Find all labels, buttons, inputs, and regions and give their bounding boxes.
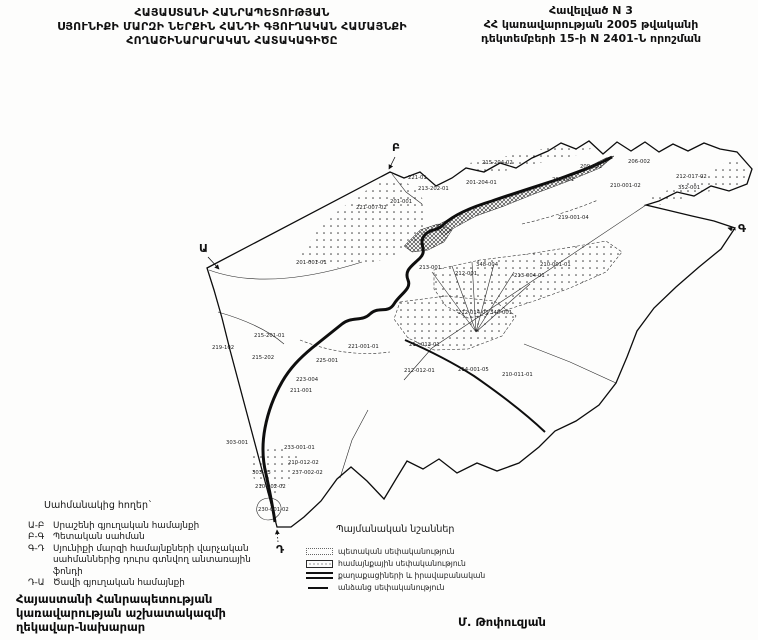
conventional-signs-block [306,524,536,595]
parcel-label: 210-001-01 [540,262,571,268]
parcel-label: 210-011-01 [502,372,533,378]
legend-item [306,547,536,556]
legend-list [306,547,536,592]
adjacent-lands-heading: Սահմանակից հողեր` [44,500,153,511]
parcel-label: 219-102 [212,345,235,351]
parcel-label: 219-001-04 [558,215,589,221]
parcel-label: 213-202-01 [418,186,449,192]
parcel-label: 223-004 [296,377,319,383]
annex-number: Հավելված N 3 [549,4,633,17]
boundary-letter: Ա [199,242,208,255]
parcel-label: 201-204-01 [466,180,497,186]
parcel-label: 210-001-02 [610,183,641,189]
parcel-label: 215-201-01 [254,333,285,339]
parcel-label: 210-012-02 [288,460,319,466]
adjacent-lands-list [28,521,278,590]
legend-label: անձանց սեփականություն [338,583,445,592]
adjacent-land-item [28,532,278,544]
adjacent-land-item [28,544,278,579]
boundary-letter: Դ [276,543,285,556]
parcel-label: 215-204-02 [482,160,513,166]
legend-symbol-citizens [306,572,333,579]
parcel-label: 212-013-01 [409,342,440,348]
legend-item [306,583,536,592]
parcel-label: 201-001-01 [296,260,327,266]
parcel-label: 213-004-01 [514,273,545,279]
parcel-label: 221-001-01 [348,344,379,350]
legend-heading: Պայմանական նշաններ [336,524,455,535]
legend-item [306,571,536,580]
signature-name: Մ. Թոփուզյան [458,615,546,629]
parcel-label: 206-002 [628,159,651,165]
parcel-label: 210-002-02 [255,484,286,490]
parcel-label: 212-001 [455,271,478,277]
parcel-label: 203-001 [552,177,575,183]
parcel-label: 225-001 [316,358,339,364]
map-title-line1: ՀԱՅԱՍՏԱՆԻ ՀԱՆՐԱՊԵՏՈՒԹՅԱՆ [134,6,330,19]
parcel-label: 237-002-02 [292,470,323,476]
legend-symbol-community [306,560,333,568]
parcel-label: 230-001-02 [258,507,289,513]
parcel-label: 212-017-02 [676,174,707,180]
official-line3: ղեկավար-նախարար [16,620,146,634]
legend-label: համայնքային սեփականություն [338,559,466,568]
adjacent-land-label: Սրաշենի գյուղական համայնքի [53,520,200,531]
parcel-label: 348-004 [476,262,499,268]
parcel-label: 303-001 [226,440,249,446]
map-title [34,6,430,48]
boundary-segment-code: Բ-Գ [28,532,45,542]
annex-reference [428,4,754,46]
official-line2: կառավարության աշխատակազմի [16,606,226,620]
annex-decree-line1: ՀՀ կառավարության 2005 թվականի [483,18,699,31]
adjacent-land-label: Ծավի գյուղական համայնքի [53,578,185,588]
river-tributary [405,340,545,432]
map-title-line3: ՀՈՂԱՇԻՆԱՐԱՐԱԿԱՆ ՀԱՏԱԿԱԳԻԾԸ [126,34,338,47]
adjacent-lands-block [28,500,278,590]
stippled-areas [248,143,748,496]
parcel-label: 201-001 [390,199,413,205]
legend-label: պետական սեփականություն [338,547,455,556]
legend-symbol-state [306,548,333,555]
boundary-segment-code: Դ-Ա [28,578,45,588]
adjacent-land-item [28,521,278,533]
adjacent-land-item [28,578,278,590]
boundary-letter: Բ [392,141,401,154]
adjacent-land-label: Պետական սահման [53,532,145,542]
parcel-label: 352-001 [678,185,701,191]
boundary-letter-arrow [389,157,395,169]
boundary-segment-code: Գ-Դ [28,543,45,554]
parcel-label: 221-007-02 [356,205,387,211]
map-title-line2: ՍՅՈՒՆԻՔԻ ՄԱՐԶԻ ՆԵՐՔԻՆ ՀԱՆԴԻ ԳՅՈՒՂԱԿԱՆ ՀԱՄԱՅՆՔԻ [57,20,407,33]
parcel-label: 213-001 [419,265,442,271]
official-line1: Հայաստանի Հանրապետության [16,592,213,606]
parcel-label: 211-001 [290,388,313,394]
parcel-label: 303-03 [252,470,271,476]
parcel-label: 209-001 [580,164,603,170]
boundary-segment-code: Ա-Բ [28,520,45,531]
parcel-label: 348-001 [490,310,513,316]
parcel-label: 212-012-01 [404,368,435,374]
legend-item [306,559,536,568]
legend-label: քաղաքացիների և իրավաբանական [338,571,486,580]
parcel-label: 215-202 [252,355,275,361]
official-title-block [16,592,226,634]
parcel-label: 212-014-01 [458,310,489,316]
legend-symbol-persons [308,587,328,589]
parcel-label: 221-01 [408,175,427,181]
stippled-area-west [300,180,428,268]
annex-decree-line2: դեկտեմբերի 15-ի N 2401-Ն որոշման [480,32,702,45]
adjacent-land-label: Սյունիքի մարզի համայնքների վարչական սահմաններից դուրս գտնվող անտառային ֆոնդի [53,543,251,577]
boundary-letter: Գ [738,222,747,235]
parcel-label: 214-001-05 [458,367,489,373]
parcel-label: 233-001-01 [284,445,315,451]
